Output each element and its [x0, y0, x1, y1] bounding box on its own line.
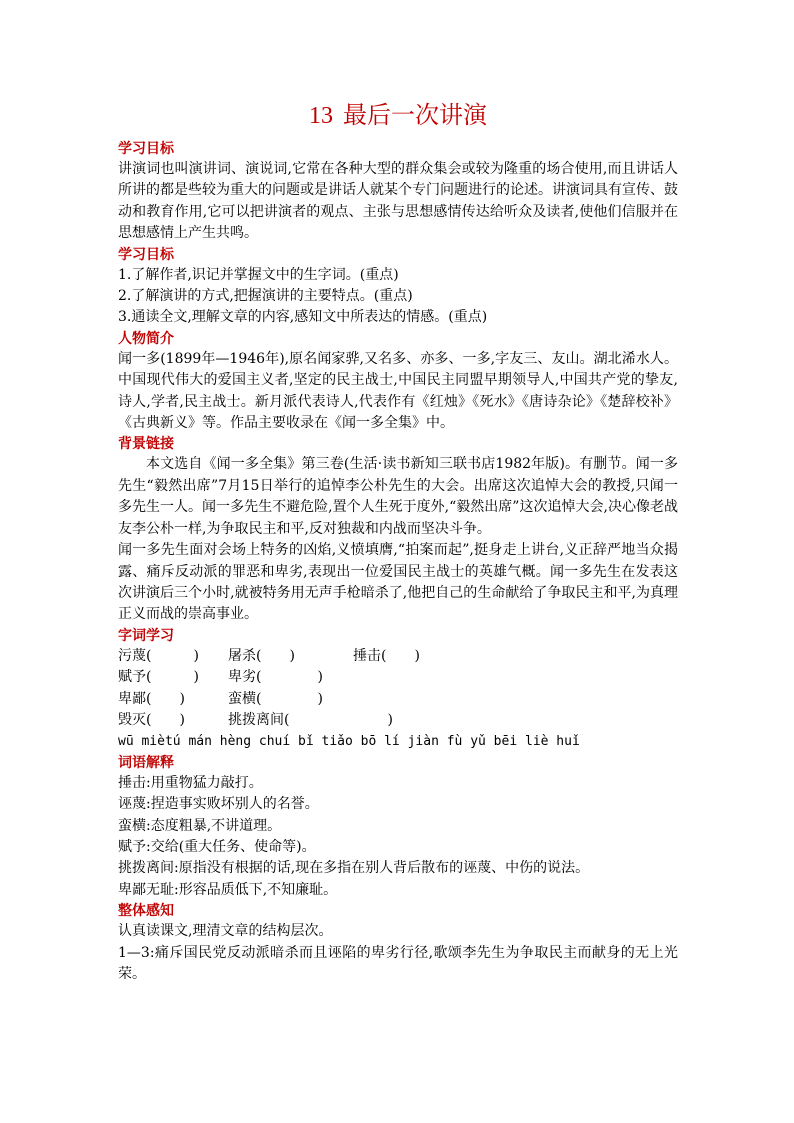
- vocabulary-table: [118, 646, 420, 732]
- section-heading-background: 背景链接: [118, 436, 174, 453]
- vocabulary-cell: 屠杀( ): [228, 647, 295, 664]
- goal-item: 1.了解作者,识记并掌握文中的生字词。(重点): [118, 266, 399, 283]
- section-heading-biography: 人物简介: [118, 330, 174, 347]
- section-heading-goals-1: 学习目标: [118, 141, 174, 157]
- vocabulary-cell: 挑拨离间( ): [228, 711, 393, 728]
- vocabulary-row: [118, 689, 420, 710]
- definition-item: 卑鄙无耻:形容品质低下,不知廉耻。: [118, 881, 338, 898]
- definition-item: 捶击:用重物猛力敲打。: [118, 774, 263, 791]
- definition-item: 蛮横:态度粗暴,不讲道理。: [118, 817, 282, 834]
- definition-item: 赋予:交给(重大任务、使命等)。: [118, 838, 316, 855]
- biography-paragraph: 闻一多(1899年—1946年),原名闻家骅,又名多、亦多、一多,字友三、友山。湖北浠水人。中国现代伟大的爱国主义者,坚定的民主战士,中国民主同盟早期领导人,中国共产党的挚友,诗人,学者,民主战士。新月派代表诗人,代表作有《红烛》《死水》《唐诗杂论》《楚辞校补》《古典新义》等。作品主要收录在《闻一多全集》中。: [118, 350, 678, 432]
- section-heading-overview: 整体感知: [118, 903, 174, 920]
- intro-paragraph: 讲演词也叫演讲词、演说词,它常在各种大型的群众集会或较为隆重的场合使用,而且讲话人所讲的都是些较为重大的问题或是讲话人就某个专门问题进行的论述。讲演词具有宣传、鼓动和教育作用,它可以把讲演者的观点、主张与思想感情传达给听众及读者,使他们信服并在思想感情上产生共鸣。: [118, 161, 678, 242]
- section-heading-vocabulary: 字词学习: [118, 627, 174, 644]
- vocabulary-cell: 蛮横( ): [228, 690, 323, 707]
- vocabulary-row: [118, 646, 420, 667]
- page-title: [118, 98, 678, 133]
- goal-item: 2.了解演讲的方式,把握演讲的主要特点。(重点): [118, 288, 413, 305]
- background-paragraph: 闻一多先生面对会场上特务的凶焰,义愤填膺,“拍案而起”,挺身走上讲台,义正辞严地当众揭露、痛斥反动派的罪恶和卑劣,表现出一位爱国民主战士的英雄气概。闻一多先生在发表这次讲演后三个小时,就被特务用无声手枪暗杀了,他把自己的生命献给了争取民主和平,为真理正义而战的崇高事业。: [118, 542, 678, 623]
- goal-item: 3.通读全文,理解文章的内容,感知文中所表达的情感。(重点): [118, 309, 488, 326]
- lesson-title: 最后一次讲演: [343, 101, 487, 129]
- vocabulary-cell: 卑劣( ): [228, 669, 323, 686]
- background-paragraph: 本文选自《闻一多全集》第三卷(生活·读书新知三联书店1982年版)。有删节。闻一多先生“毅然出席”7月15日举行的追悼李公朴先生的大会。出席这次追悼大会的教授,只闻一多先生一人。闻一多先生不避危险,置个人生死于度外,“毅然出席”这次追悼大会,决心像老战友李公朴一样,为争取民主和平,反对独裁和内战而坚决斗争。: [118, 456, 678, 537]
- definition-item: 挑拨离间:原指没有根据的话,现在多指在别人背后散布的诬蔑、中伤的说法。: [118, 860, 590, 877]
- vocabulary-cell: 捶击( ): [353, 647, 420, 664]
- vocabulary-cell: 毁灭( ): [118, 711, 185, 728]
- definition-item: 诬蔑:捏造事实败坏别人的名誉。: [118, 796, 319, 813]
- document-page: [118, 98, 678, 985]
- section-heading-definitions: 词语解释: [118, 754, 174, 771]
- vocabulary-cell: 赋予( ): [118, 669, 199, 686]
- vocabulary-row: [118, 710, 420, 731]
- lesson-number: 13: [309, 103, 333, 129]
- vocabulary-row: [118, 667, 420, 688]
- vocabulary-cell: 污蔑( ): [118, 647, 199, 664]
- vocabulary-cell: 卑鄙( ): [118, 690, 185, 707]
- pinyin-line: wū miètú mán hèng chuí bǐ tiǎo bō lí jiàn fù yǔ bēi liè huǐ: [118, 734, 580, 750]
- section-heading-goals-2: 学习目标: [118, 246, 174, 263]
- overview-paragraph: 认真读课文,理清文章的结构层次。: [118, 923, 333, 940]
- overview-paragraph: 1—3:痛斥国民党反动派暗杀而且诬陷的卑劣行径,歌颂李先生为争取民主而献身的无上光荣。: [118, 944, 678, 982]
